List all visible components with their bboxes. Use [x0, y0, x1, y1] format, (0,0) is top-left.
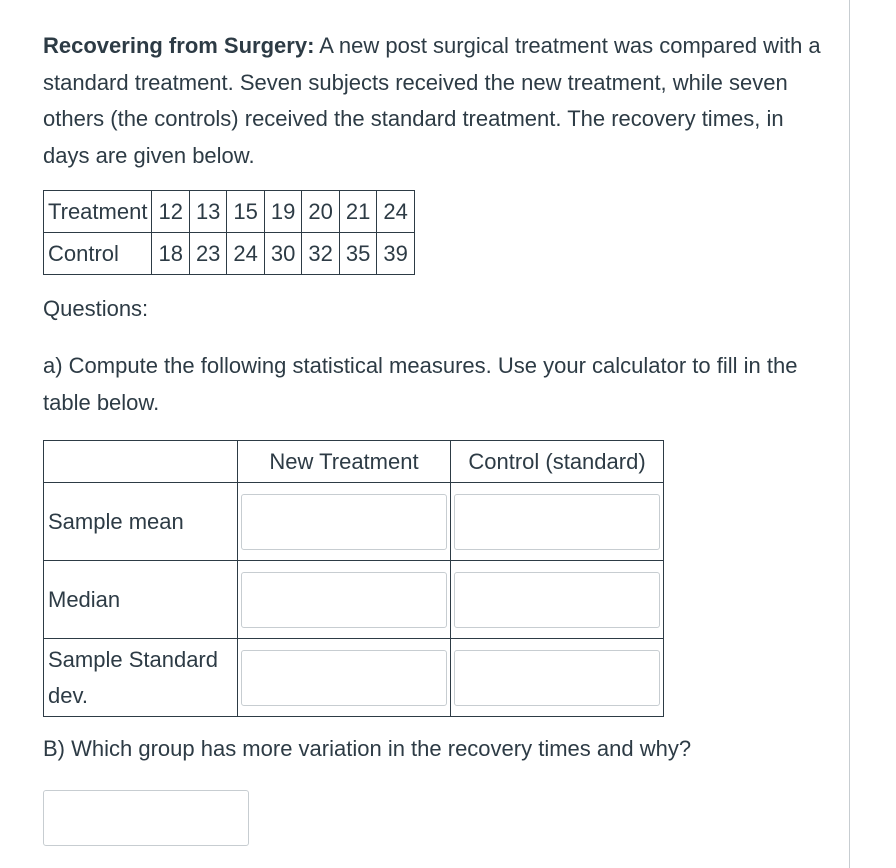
header-control: Control (standard) [451, 441, 664, 483]
row-label: Median [44, 561, 238, 639]
answer-cell [451, 483, 664, 561]
table-cell: 23 [189, 233, 226, 275]
table-cell: 35 [339, 233, 376, 275]
row-label: Sample Standard dev. [44, 639, 238, 717]
answer-cell [451, 561, 664, 639]
table-row-median [44, 561, 664, 639]
statistics-table [43, 440, 664, 717]
intro-text: A new post surgical treatment was compared with a standard treatment. Seven subjects received the new treatment, while seven others (the controls) received the standard treatment. The recovery times, in days are given below. [43, 33, 821, 168]
table-header-row [44, 441, 664, 483]
table-cell: 13 [189, 191, 226, 233]
table-cell: 39 [377, 233, 414, 275]
table-cell: 24 [227, 233, 264, 275]
table-cell: 12 [152, 191, 189, 233]
answer-cell [238, 483, 451, 561]
row-label: Treatment [44, 191, 152, 233]
intro-paragraph [43, 28, 823, 174]
answer-cell [451, 639, 664, 717]
sample-mean-new-input[interactable] [241, 494, 447, 550]
header-empty [44, 441, 238, 483]
table-cell: 32 [302, 233, 339, 275]
table-cell: 24 [377, 191, 414, 233]
variation-answer-input[interactable] [43, 790, 249, 846]
median-control-input[interactable] [454, 572, 660, 628]
recovery-data-table [43, 190, 415, 275]
page-right-border [849, 0, 850, 868]
answer-cell [238, 639, 451, 717]
table-cell: 20 [302, 191, 339, 233]
question-a: a) Compute the following statistical measures. Use your calculator to fill in the table below. [43, 353, 798, 415]
sample-mean-control-input[interactable] [454, 494, 660, 550]
std-dev-new-input[interactable] [241, 650, 447, 706]
table-cell: 21 [339, 191, 376, 233]
table-row-treatment [44, 191, 415, 233]
std-dev-control-input[interactable] [454, 650, 660, 706]
table-row-std-dev [44, 639, 664, 717]
row-label: Control [44, 233, 152, 275]
answer-cell [238, 561, 451, 639]
questions-heading: Questions: [43, 296, 149, 321]
table-cell: 30 [264, 233, 301, 275]
table-cell: 15 [227, 191, 264, 233]
table-cell: 18 [152, 233, 189, 275]
table-row-control [44, 233, 415, 275]
intro-title: Recovering from Surgery: [43, 33, 315, 58]
question-b: B) Which group has more variation in the recovery times and why? [43, 736, 692, 761]
median-new-input[interactable] [241, 572, 447, 628]
table-row-sample-mean [44, 483, 664, 561]
header-new-treatment: New Treatment [238, 441, 451, 483]
row-label: Sample mean [44, 483, 238, 561]
table-cell: 19 [264, 191, 301, 233]
